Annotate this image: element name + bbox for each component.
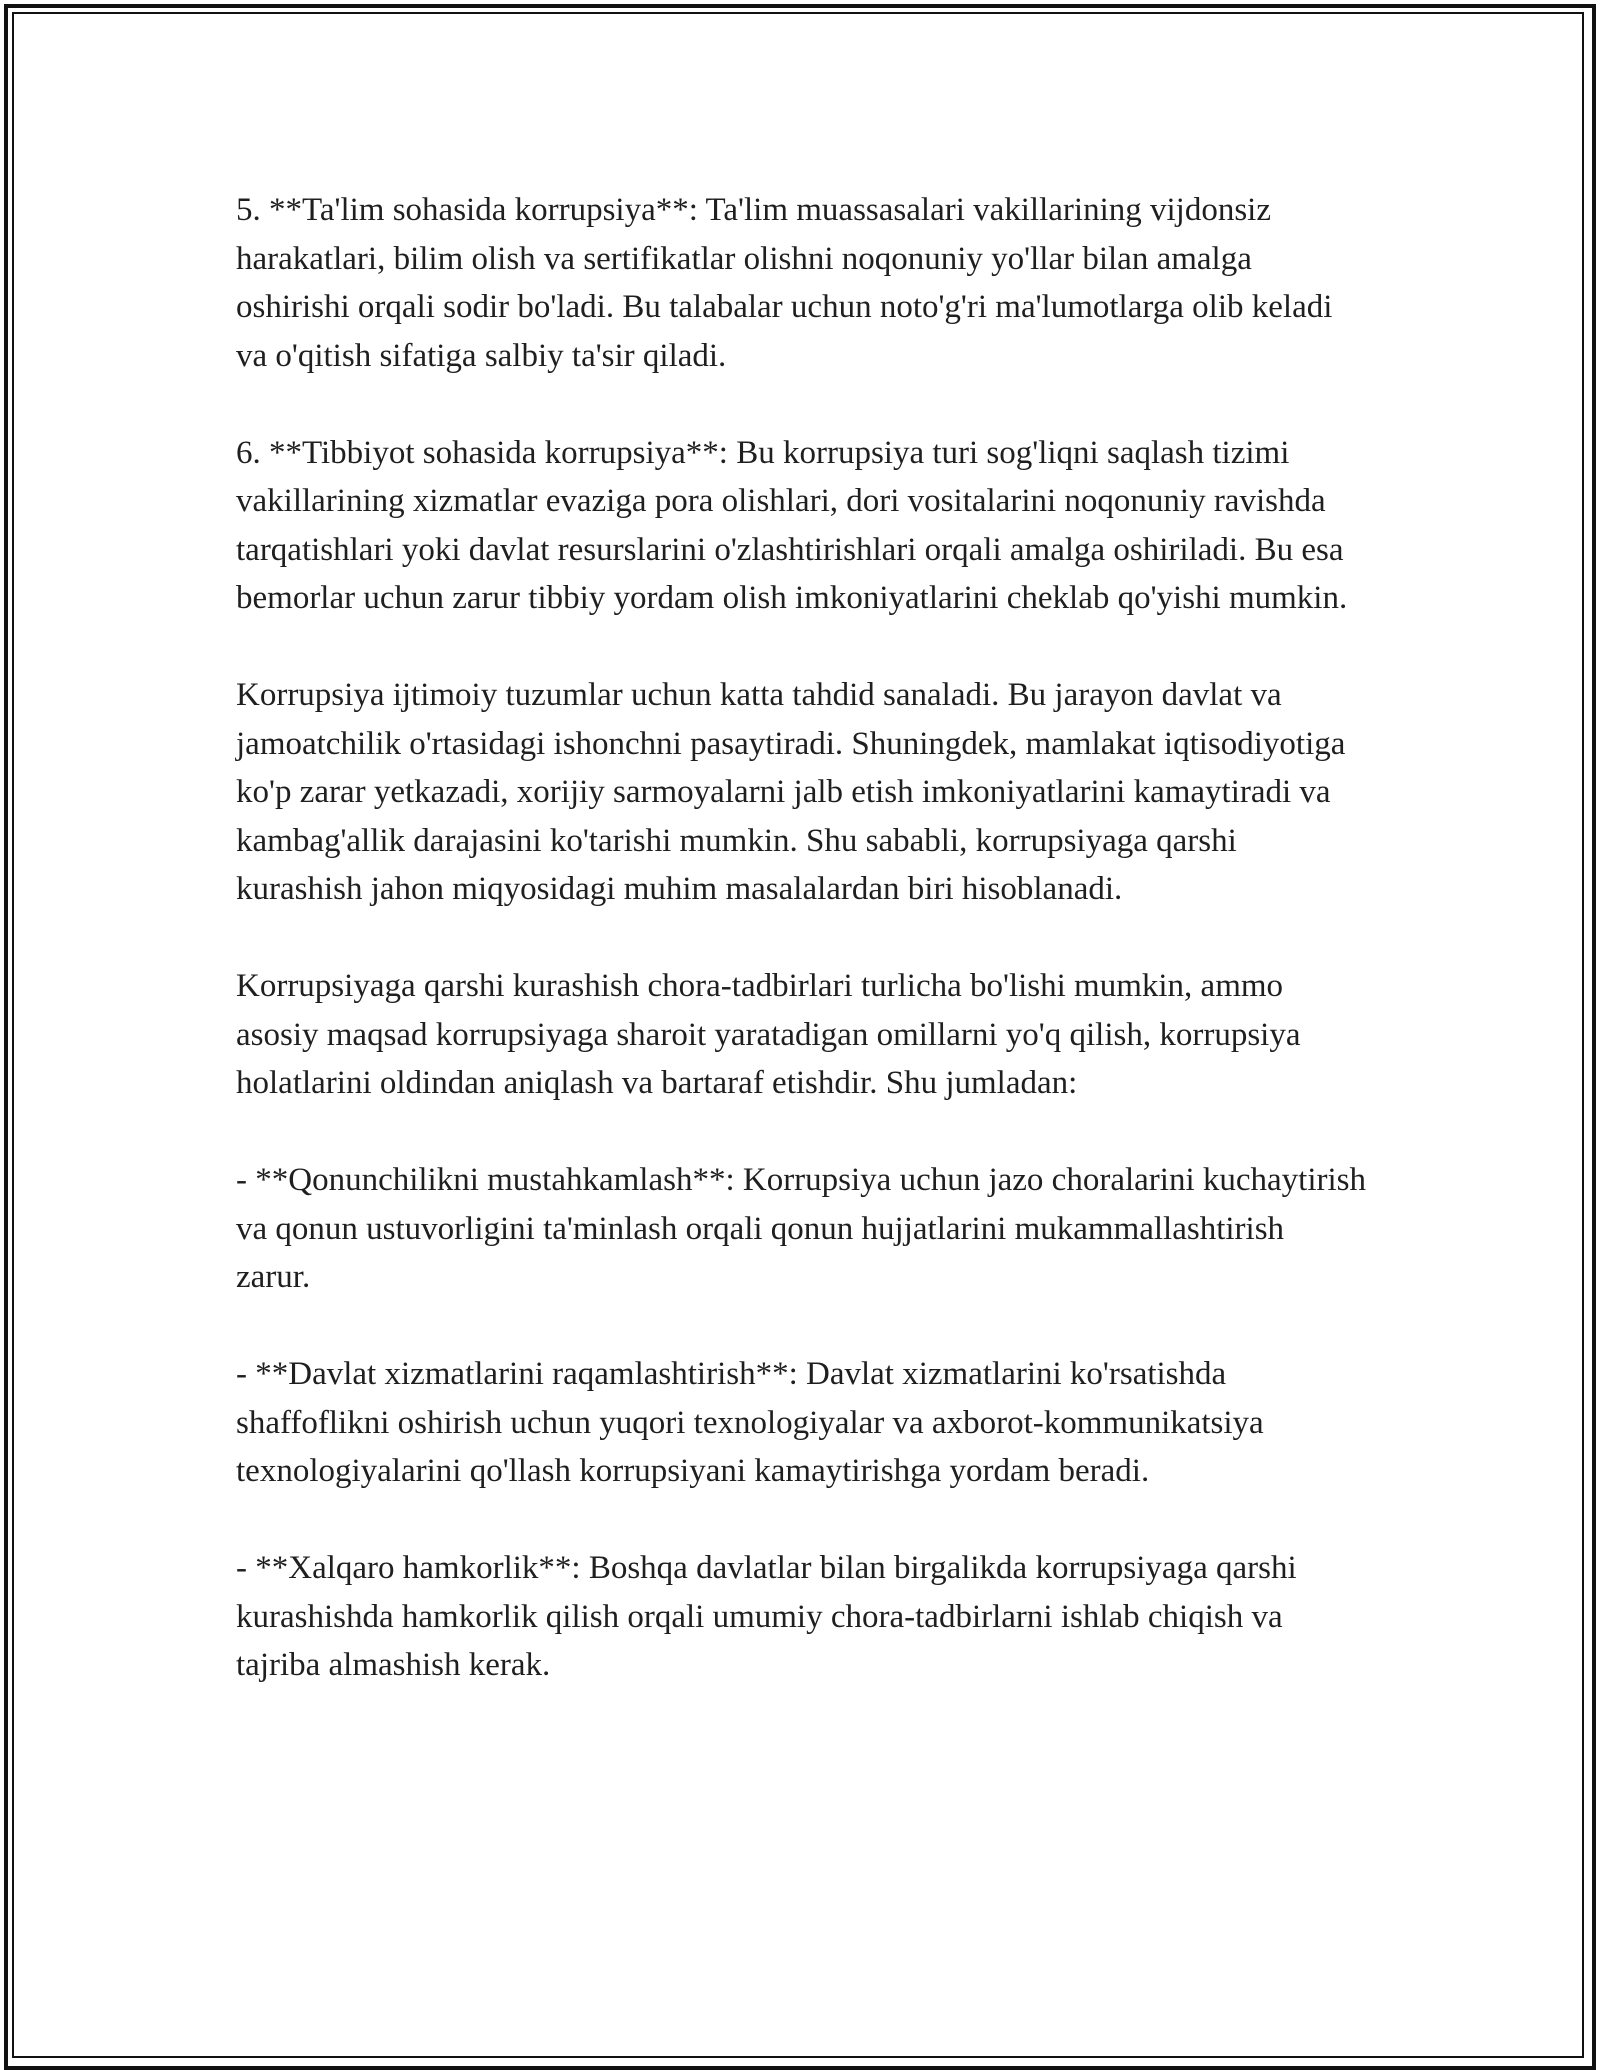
paragraph-education-corruption: 5. **Ta'lim sohasida korrupsiya**: Ta'lim muassasalari vakillarining vijdonsiz harakatlari, bilim olish va sertifikatlar olishni noqonuniy yo'llar bilan amalga oshirishi orqali sodir bo'ladi. Bu talabalar uchun noto'g'ri ma'lumotlarga olib keladi va o'qitish sifatiga salbiy ta'sir qiladi. xyxy=(236,192,1333,374)
paragraph-countermeasures-intro: Korrupsiyaga qarshi kurashish chora-tadbirlari turlicha bo'lishi mumkin, ammo asosiy maqsad korrupsiyaga sharoit yaratadigan omillarni yo'q qilish, korrupsiya holatlarini oldindan aniqlash va bartaraf etishdir. Shu jumladan: xyxy=(236,968,1301,1101)
list-item-international-cooperation: - **Xalqaro hamkorlik**: Boshqa davlatlar bilan birgalikda korrupsiyaga qarshi kurashishda hamkorlik qilish orqali umumiy chora-tadbirlarni ishlab chiqish va tajriba almashish kerak. xyxy=(236,1550,1297,1683)
paragraph-medical-corruption: 6. **Tibbiyot sohasida korrupsiya**: Bu korrupsiya turi sog'liqni saqlash tizimi vakillarining xizmatlar evaziga pora olishlari, dori vositalarini noqonuniy ravishda tarqatishlari yoki davlat resurslarini o'zlashtirishlari orqali amalga oshiriladi. Bu esa bemorlar uchun zarur tibbiy yordam olish imkoniyatlarini cheklab qo'yishi mumkin. xyxy=(236,434,1348,616)
paragraph-corruption-threat: Korrupsiya ijtimoiy tuzumlar uchun katta tahdid sanaladi. Bu jarayon davlat va jamoatchilik o'rtasidagi ishonchni pasaytiradi. Shuningdek, mamlakat iqtisodiyotiga ko'p zarar yetkazadi, xorijiy sarmoyalarni jalb etish imkoniyatlarini kamaytiradi va kambag'allik darajasini ko'tarishi mumkin. Shu sababli, korrupsiyaga qarshi kurashish jahon miqyosidagi muhim masalalardan biri hisoblanadi. xyxy=(236,677,1346,907)
list-item-legislation: - **Qonunchilikni mustahkamlash**: Korrupsiya uchun jazo choralarini kuchaytirish va qonun ustuvorligini ta'minlash orqali qonun hujjatlarini mukammallashtirish zarur. xyxy=(236,1162,1366,1295)
document-body xyxy=(236,186,1366,1690)
list-item-digitalization: - **Davlat xizmatlarini raqamlashtirish**: Davlat xizmatlarini ko'rsatishda shaffoflikni oshirish uchun yuqori texnologiyalar va axborot-kommunikatsiya texnologiyalarini qo'llash korrupsiyani kamaytirishga yordam beradi. xyxy=(236,1356,1264,1489)
